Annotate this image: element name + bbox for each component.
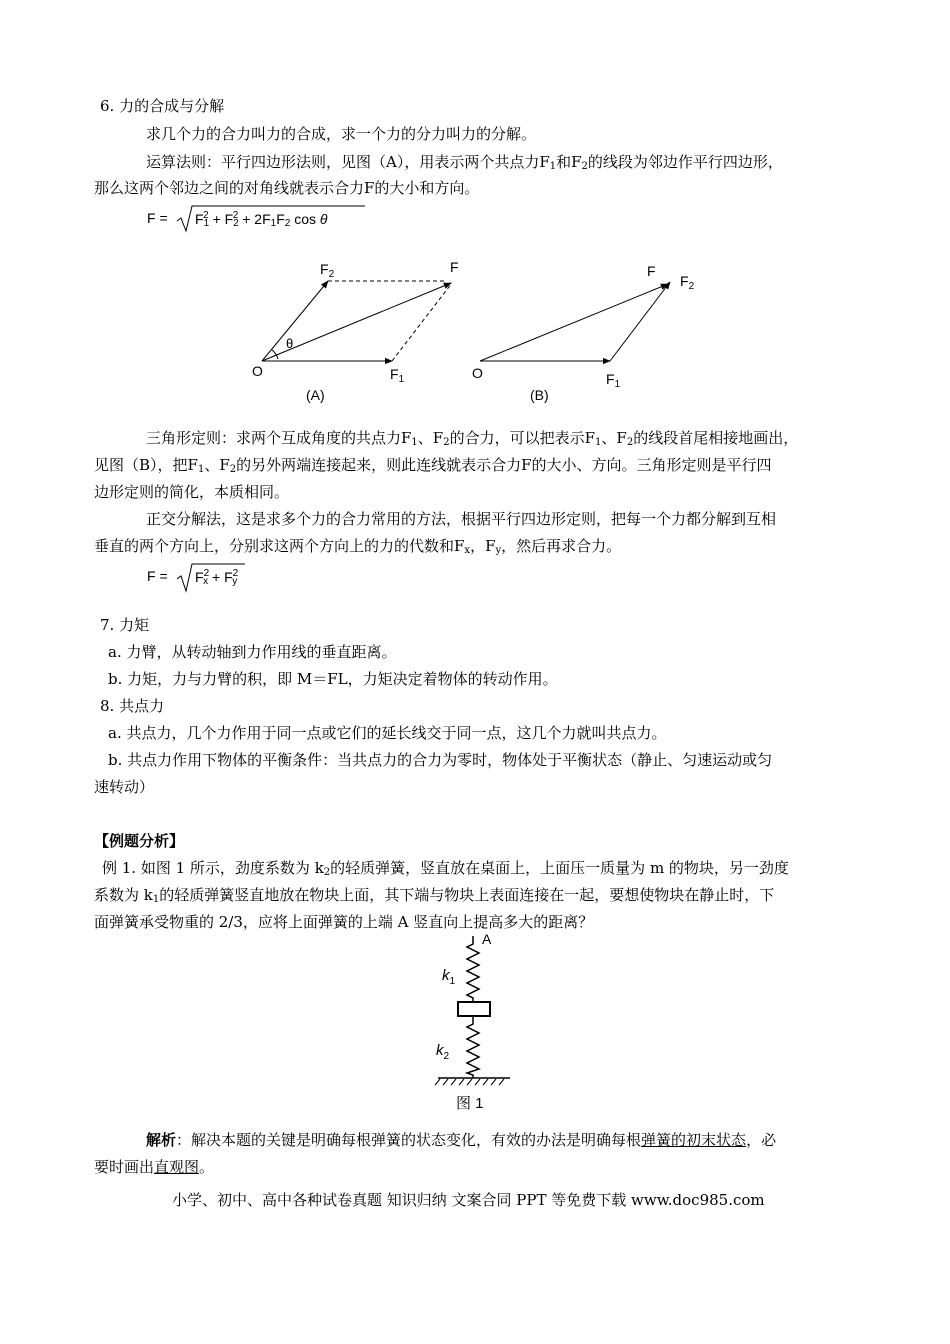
figure-a bbox=[252, 259, 459, 403]
triangle-rule-line-1: 三角形定则：求两个互成角度的共点力$F_1$、$F_2$的合力，可以把表示$F_1$、$F_2$的线段首尾相接地画出， bbox=[146, 429, 799, 448]
s6-paragraph-2: 运算法则：平行四边形法则，见图（A），用表示两个共点力$F_1$和$F_2$的线段为邻边作平行四边形， bbox=[146, 153, 783, 172]
s6-paragraph-1: 求几个力的合力叫力的合成，求一个力的分力叫力的分解。 bbox=[146, 125, 537, 143]
svg-text:F: F bbox=[450, 259, 459, 275]
s8-item-b-line-2: 速转动） bbox=[94, 778, 155, 796]
svg-text:F2: $F_2$ bbox=[680, 273, 695, 292]
svg-text:F: F bbox=[647, 263, 656, 279]
analysis-line-1: 解析：解决本题的关键是明确每根弹簧的状态变化，有效的办法是明确每根弹簧的初末状态，必 bbox=[146, 1131, 777, 1149]
svg-text:(A): (A) bbox=[306, 387, 325, 403]
s8-item-b-line-1: b. 共点力作用下物体的平衡条件：当共点力的合力为零时，物体处于平衡状态（静止、匀速运动或匀 bbox=[108, 751, 773, 769]
example-heading: 【例题分析】 bbox=[94, 832, 185, 850]
svg-text:F1: $F_1$ bbox=[606, 371, 621, 390]
svg-text:F2: $F_2$ bbox=[320, 261, 335, 280]
example-line-3: 面弹簧承受物重的 2/3，应将上面弹簧的上端 A 竖直向上提高多大的距离？ bbox=[94, 913, 594, 931]
svg-text:k1: $k_1$ bbox=[442, 967, 456, 987]
svg-text:θ: θ bbox=[286, 336, 294, 351]
s8-item-a: a. 共点力，几个力作用于同一点或它们的延长线交于同一点，这几个力就叫共点力。 bbox=[108, 724, 667, 742]
svg-text:(B): (B) bbox=[530, 387, 549, 403]
page-footer: 小学、初中、高中各种试卷真题 知识归纳 文案合同 PPT 等免费下载 www.doc985.com bbox=[172, 1191, 765, 1209]
s6-paragraph-3: 那么这两个邻边之间的对角线就表示合力F的大小和方向。 bbox=[94, 179, 480, 197]
analysis-line-2: 要时画出直观图。 bbox=[94, 1158, 215, 1176]
svg-text:k2: $k_2$ bbox=[436, 1042, 450, 1062]
formula-orthogonal-resultant: F = $F^2_x + F^2_y$ bbox=[147, 562, 257, 594]
formula-resultant-magnitude: F = $F_1^2 + F_2^2 + 2F_1F_2$ cos θ bbox=[147, 204, 367, 234]
orthogonal-line-1: 正交分解法，这是求多个力的合力常用的方法，根据平行四边形定则，把每一个力都分解到互相 bbox=[146, 510, 777, 528]
force-diagrams bbox=[240, 250, 720, 410]
svg-text:O: O bbox=[252, 363, 263, 379]
example-line-2: 系数为 $k_1$的轻质弹簧竖直地放在物块上面，其下端与物块上表面连接在一起，要想使物块在静止时，下 bbox=[94, 886, 775, 905]
section-7-title: 7. 力矩 bbox=[100, 616, 150, 634]
s7-item-a: a. 力臂，从转动轴到力作用线的垂直距离。 bbox=[108, 643, 397, 661]
svg-text:图 1: 图 1 bbox=[456, 1095, 484, 1112]
triangle-rule-line-3: 边形定则的简化，本质相同。 bbox=[94, 483, 290, 501]
section-6-title: 6. 力的合成与分解 bbox=[100, 97, 225, 115]
svg-text:O: O bbox=[472, 365, 483, 381]
triangle-rule-line-2: 见图（B），把$F_1$、$F_2$的另外两端连接起来，则此连线就表示合力F的大小、方向。三角形定则是平行四 bbox=[94, 456, 772, 475]
section-8-title: 8. 共点力 bbox=[100, 697, 165, 715]
s7-item-b: b. 力矩，力与力臂的积，即 M＝FL，力矩决定着物体的转动作用。 bbox=[108, 670, 558, 688]
figure-b bbox=[472, 263, 695, 403]
svg-text:F1: $F_1$ bbox=[390, 366, 405, 385]
svg-text:A: A bbox=[482, 931, 492, 947]
orthogonal-line-2: 垂直的两个方向上，分别求这两个方向上的力的代数和$F_x$，$F_y$，然后再求合力。 bbox=[94, 537, 622, 556]
example-line-1: 例 1. 如图 1 所示，劲度系数为 $k_2$的轻质弹簧，竖直放在桌面上，上面压一质量为 m 的物块，另一劲度 bbox=[102, 859, 789, 878]
spring-figure bbox=[420, 928, 530, 1118]
